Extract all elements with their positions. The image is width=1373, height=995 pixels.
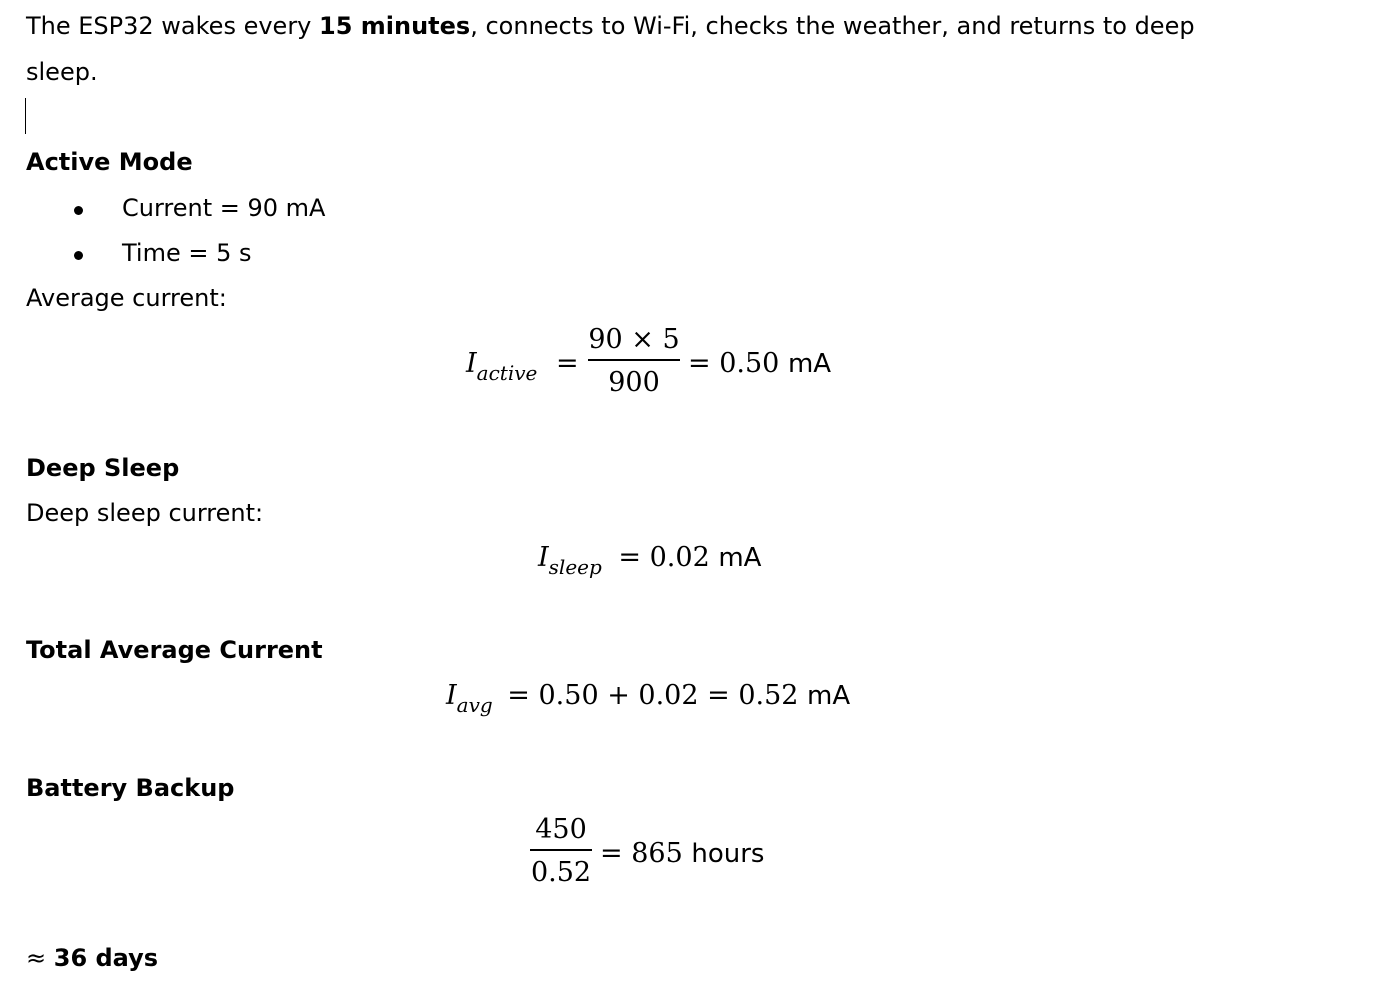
- math-symbol-i: I: [446, 680, 457, 711]
- math-value: 865: [631, 838, 683, 869]
- fraction-active: [588, 326, 680, 396]
- heading-total-average-current: Total Average Current: [26, 636, 323, 664]
- math-equals: =: [600, 838, 623, 869]
- equation-i-active-lhs: [466, 348, 538, 385]
- fraction-battery: [530, 816, 592, 886]
- deep-sleep-current-label: Deep sleep current:: [26, 499, 264, 527]
- bullet-icon: [74, 206, 83, 215]
- equation-result-battery: [600, 840, 764, 867]
- fraction-denominator: 0.52: [530, 857, 592, 888]
- math-value: 0.02: [649, 542, 710, 573]
- math-unit: mA: [807, 681, 851, 711]
- math-subscript-active: active: [476, 361, 538, 385]
- math-symbol-i: I: [538, 542, 549, 573]
- math-subscript-avg: avg: [456, 693, 493, 717]
- bullet-icon: [74, 251, 83, 260]
- math-unit: mA: [718, 543, 762, 573]
- fraction-bar: [588, 359, 680, 361]
- equation-result-active: [688, 350, 831, 377]
- result-line: [26, 935, 158, 981]
- heading-active-mode: Active Mode: [26, 148, 193, 176]
- math-unit: mA: [787, 349, 832, 379]
- fraction-denominator: 900: [608, 367, 660, 398]
- math-unit: hours: [691, 839, 765, 869]
- math-equals: =: [688, 348, 711, 379]
- intro-line-1: [26, 3, 1195, 49]
- bullet-time: Time = 5 s: [122, 239, 252, 267]
- approx-symbol: ≈: [26, 944, 54, 972]
- math-subscript-sleep: sleep: [548, 555, 602, 579]
- fraction-numerator: 90 × 5: [588, 324, 680, 355]
- math-equals: =: [618, 542, 642, 573]
- heading-battery-backup: Battery Backup: [26, 774, 235, 802]
- intro-text-2: , connects to Wi-Fi, checks the weather, and returns to deep: [470, 12, 1195, 40]
- intro-text-1: The ESP32 wakes every: [26, 12, 320, 40]
- math-expression: = 0.50 + 0.02 = 0.52: [507, 680, 799, 711]
- fraction-bar: [530, 849, 592, 851]
- math-value: 0.50: [719, 348, 780, 379]
- math-symbol-i: I: [466, 348, 477, 379]
- text-cursor[interactable]: [25, 98, 26, 134]
- result-days: 36 days: [53, 944, 159, 972]
- intro-bold-interval: 15 minutes: [319, 12, 471, 40]
- fraction-numerator: 450: [535, 814, 587, 845]
- equation-equals-sign: =: [556, 348, 579, 379]
- intro-line-2: sleep.: [26, 58, 98, 86]
- bullet-current: Current = 90 mA: [122, 194, 326, 222]
- heading-deep-sleep: Deep Sleep: [26, 454, 180, 482]
- equation-i-sleep: [538, 542, 762, 579]
- equation-i-avg: [446, 680, 851, 717]
- average-current-label: Average current:: [26, 284, 227, 312]
